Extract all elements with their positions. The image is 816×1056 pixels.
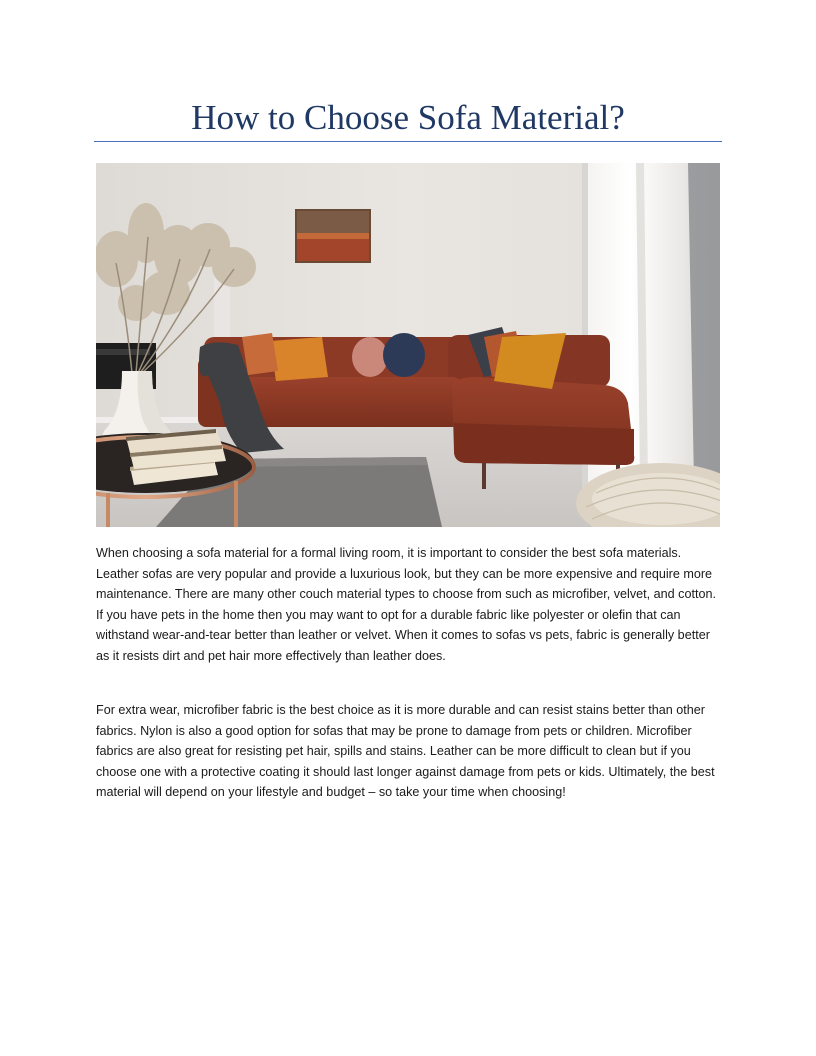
navy-round-pillow: [383, 333, 425, 377]
living-room-photo: [96, 163, 720, 527]
body-paragraph: When choosing a sofa material for a formal living room, it is important to consider the best sofa materials. Leather sofas are very popular and provide a luxurious look, but they can be more expensive and require more maintenance. There are many other couch material types to choose from such as microfiber, velvet, and cotton. If you have pets in the home then you may want to opt for a durable fabric like polyester or olefin that can withstand wear-and-tear better than leather or velvet. When it comes to sofas vs pets, fabric is generally better as it resists dirt and pet hair more effectively than leather does.: [96, 546, 716, 663]
title-underline: [94, 141, 722, 142]
pink-round-pillow: [352, 337, 388, 377]
page-title: How to Choose Sofa Material?: [191, 98, 625, 137]
wall-painting: [295, 209, 371, 263]
body-paragraph: For extra wear, microfiber fabric is the best choice as it is more durable and can resist stains better than other fabrics. Nylon is also a good option for sofas that may be prone to damage from pets or children. Microfiber fabrics are also great for resisting pet hair, spills and stains. Leather can be more difficult to clean but if you choose one with a protective coating it should last longer against damage from pets or kids. Ultimately, the best material will depend on your lifestyle and budget – so take your time when choosing!: [96, 703, 715, 800]
orange-pillow: [270, 337, 328, 381]
